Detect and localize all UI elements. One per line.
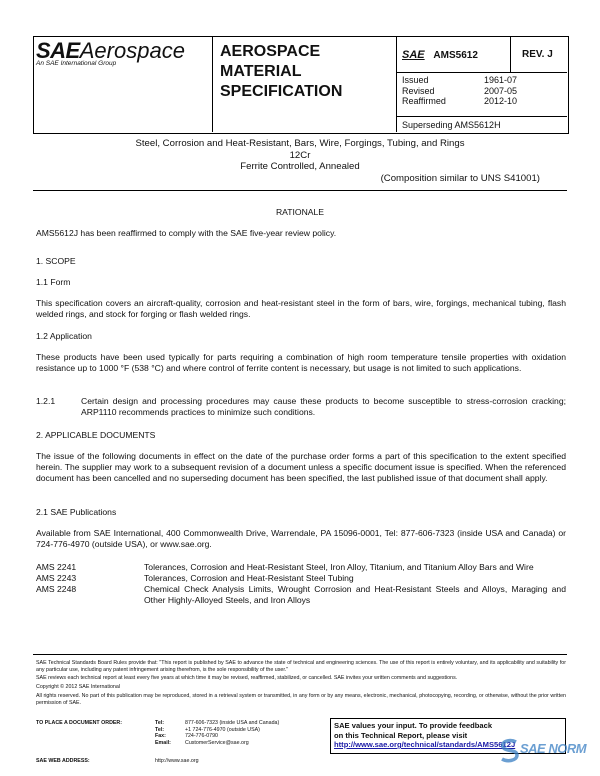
doc-number: AMS5612 [433, 50, 478, 61]
section-1-2-1-number: 1.2.1 [36, 396, 56, 406]
section-scope-heading: 1. SCOPE [36, 256, 76, 266]
reference-code: AMS 2248 [36, 584, 77, 594]
logo-sae-text: SAE [36, 38, 80, 63]
doc-title-line3: Ferrite Controlled, Annealed [240, 161, 360, 172]
header-divider-1 [212, 36, 213, 132]
reference-code: AMS 2241 [36, 562, 77, 572]
contact-label: Fax: [155, 733, 166, 740]
date-label: Revised [402, 85, 435, 96]
dates-block [402, 75, 517, 107]
contact-label: Tel: [155, 720, 165, 726]
footer-copyright: Copyright © 2012 SAE International [36, 684, 120, 691]
reference-code: AMS 2243 [36, 573, 77, 583]
feedback-link[interactable]: http://www.sae.org/technical/standards/AMS5612J [334, 740, 516, 749]
section-form-text: This specification covers an aircraft-quality, corrosion and heat-resistant steel in the form of bars, wire, forgings, mechanical tubing, flash welded rings, and stock for forging or flash welded rings. [36, 298, 566, 319]
spec-title-line: AEROSPACE [220, 43, 321, 60]
section-1-2-1-text: Certain design and processing procedures may cause these products to become susceptible to stress-corrosion cracking; ARP1110 recommends practices to minimize such conditions. [81, 396, 566, 417]
rationale-heading: RATIONALE [275, 207, 325, 217]
contact-value: 724-776-0790 [185, 733, 218, 740]
sae-mark: SAE [402, 49, 425, 61]
date-label: Reaffirmed [402, 96, 446, 106]
date-value: 2012-10 [483, 96, 517, 106]
section-application-text: These products have been used typically for parts requiring a combination of high room temperature tensile properties with oxidation resistance up to 1000 °F (538 °C) and where control of ferrite content is necessary, but usage is not limited to such applications. [36, 352, 566, 373]
order-contacts [155, 720, 315, 747]
feedback-line1: SAE values your input. To provide feedback [334, 721, 493, 730]
section-sae-publications-text: Available from SAE International, 400 Commonwealth Drive, Warrendale, PA 15096-0001, Tel: 877-606-7323 (inside USA and Canada) or 724-776-4970 (outside USA), or www.sae.org. [36, 528, 566, 549]
logo-subtitle: An SAE International Group [36, 60, 117, 67]
feedback-line2: on this Technical Report, please visit [334, 730, 468, 740]
contact-value: CustomerService@sae.org [185, 740, 249, 747]
header-hline-2 [396, 116, 567, 117]
order-label: TO PLACE A DOCUMENT ORDER: [36, 720, 123, 726]
rationale-text: AMS5612J has been reaffirmed to comply with the SAE five-year review policy. [36, 228, 337, 238]
sae-aerospace-logo [36, 38, 208, 72]
date-value: 2007-05 [483, 85, 517, 96]
sae-norm-watermark [498, 736, 598, 766]
doc-title-block [33, 138, 567, 184]
header-divider-2 [396, 36, 397, 132]
spec-title-line: MATERIAL [220, 63, 302, 80]
web-address[interactable]: http://www.sae.org [155, 758, 199, 764]
footer-notice [36, 660, 566, 706]
header-divider-3 [510, 36, 511, 72]
section-sae-publications-heading: 2.1 SAE Publications [36, 507, 117, 517]
section-applicable-docs-heading: 2. APPLICABLE DOCUMENTS [36, 430, 156, 440]
doc-title-line1: Steel, Corrosion and Heat-Resistant, Bars, Wire, Forgings, Tubing, and Rings [135, 138, 465, 149]
date-value: 1961-07 [483, 75, 517, 85]
section-applicable-docs-text: The issue of the following documents in effect on the date of the purchase order forms a part of this specification to the extent specified herein. The supplier may work to a subsequent revision of a document unless a specific document issue is specified. When the referenced document has been cancelled and no superseding document has been specified, the last published issue of that document shall apply. [36, 451, 566, 483]
footer-rule [33, 654, 567, 655]
date-label: Issued [402, 75, 429, 85]
footer-notice-p1: SAE Technical Standards Board Rules provide that: "This report is published by SAE to advance the state of technical and engineering sciences. The use of this report is entirely voluntary, and its applicability and suitability for any particular use, including any patent infringement arising therefrom, is the sole responsibility of the user." [36, 660, 566, 673]
footer-notice-p4: All rights reserved. No part of this publication may be reproduced, stored in a retrieval system or transmitted, in any form or by any means, electronic, mechanical, photocopying, recording, or otherwise, without the prior written permission of SAE. [36, 692, 566, 706]
reference-list [36, 562, 566, 606]
reference-title: Tolerances, Corrosion and Heat-Resistant Steel, Iron Alloy, Titanium, and Titanium Alloy Bars and Wire [144, 562, 534, 572]
reference-item [36, 562, 566, 573]
footer-notice-p2: SAE reviews each technical report at least every five years at which time it may be revised, reaffirmed, stabilized, or cancelled. SAE invites your written comments and suggestions. [36, 675, 458, 682]
revision: REV. J [522, 49, 553, 60]
doc-number-cell [402, 49, 478, 61]
header-hline-1 [396, 72, 567, 73]
watermark-text: SAE NORM [520, 741, 587, 756]
contact-value: +1 724-776-4970 (outside USA) [185, 726, 260, 733]
reference-item [36, 573, 566, 584]
contact-label: Tel: [155, 726, 165, 733]
reference-title: Tolerances, Corrosion and Heat-Resistant Steel Tubing [144, 573, 354, 583]
section-application-heading: 1.2 Application [36, 331, 92, 341]
doc-title-line4: (Composition similar to UNS S41001) [380, 172, 540, 184]
doc-title-line2: 12Cr [289, 149, 311, 161]
superseding: Superseding AMS5612H [402, 120, 501, 130]
web-label: SAE WEB ADDRESS: [36, 758, 90, 764]
logo-aero-text: Aerospace [79, 38, 185, 63]
sae-norm-watermark-icon [498, 738, 522, 764]
contact-label: Email: [155, 740, 171, 747]
contact-value: 877-606-7323 (inside USA and Canada) [185, 720, 280, 726]
section-form-heading: 1.1 Form [36, 277, 71, 287]
reference-item [36, 584, 566, 606]
title-rule [33, 190, 567, 191]
spec-title-line: SPECIFICATION [220, 83, 343, 100]
spec-title [220, 42, 390, 102]
reference-title: Chemical Check Analysis Limits, Wrought Corrosion and Heat-Resistant Steels and Alloys, Maraging and Other Highly-Alloyed Steels, and Iron Alloys [144, 584, 566, 605]
